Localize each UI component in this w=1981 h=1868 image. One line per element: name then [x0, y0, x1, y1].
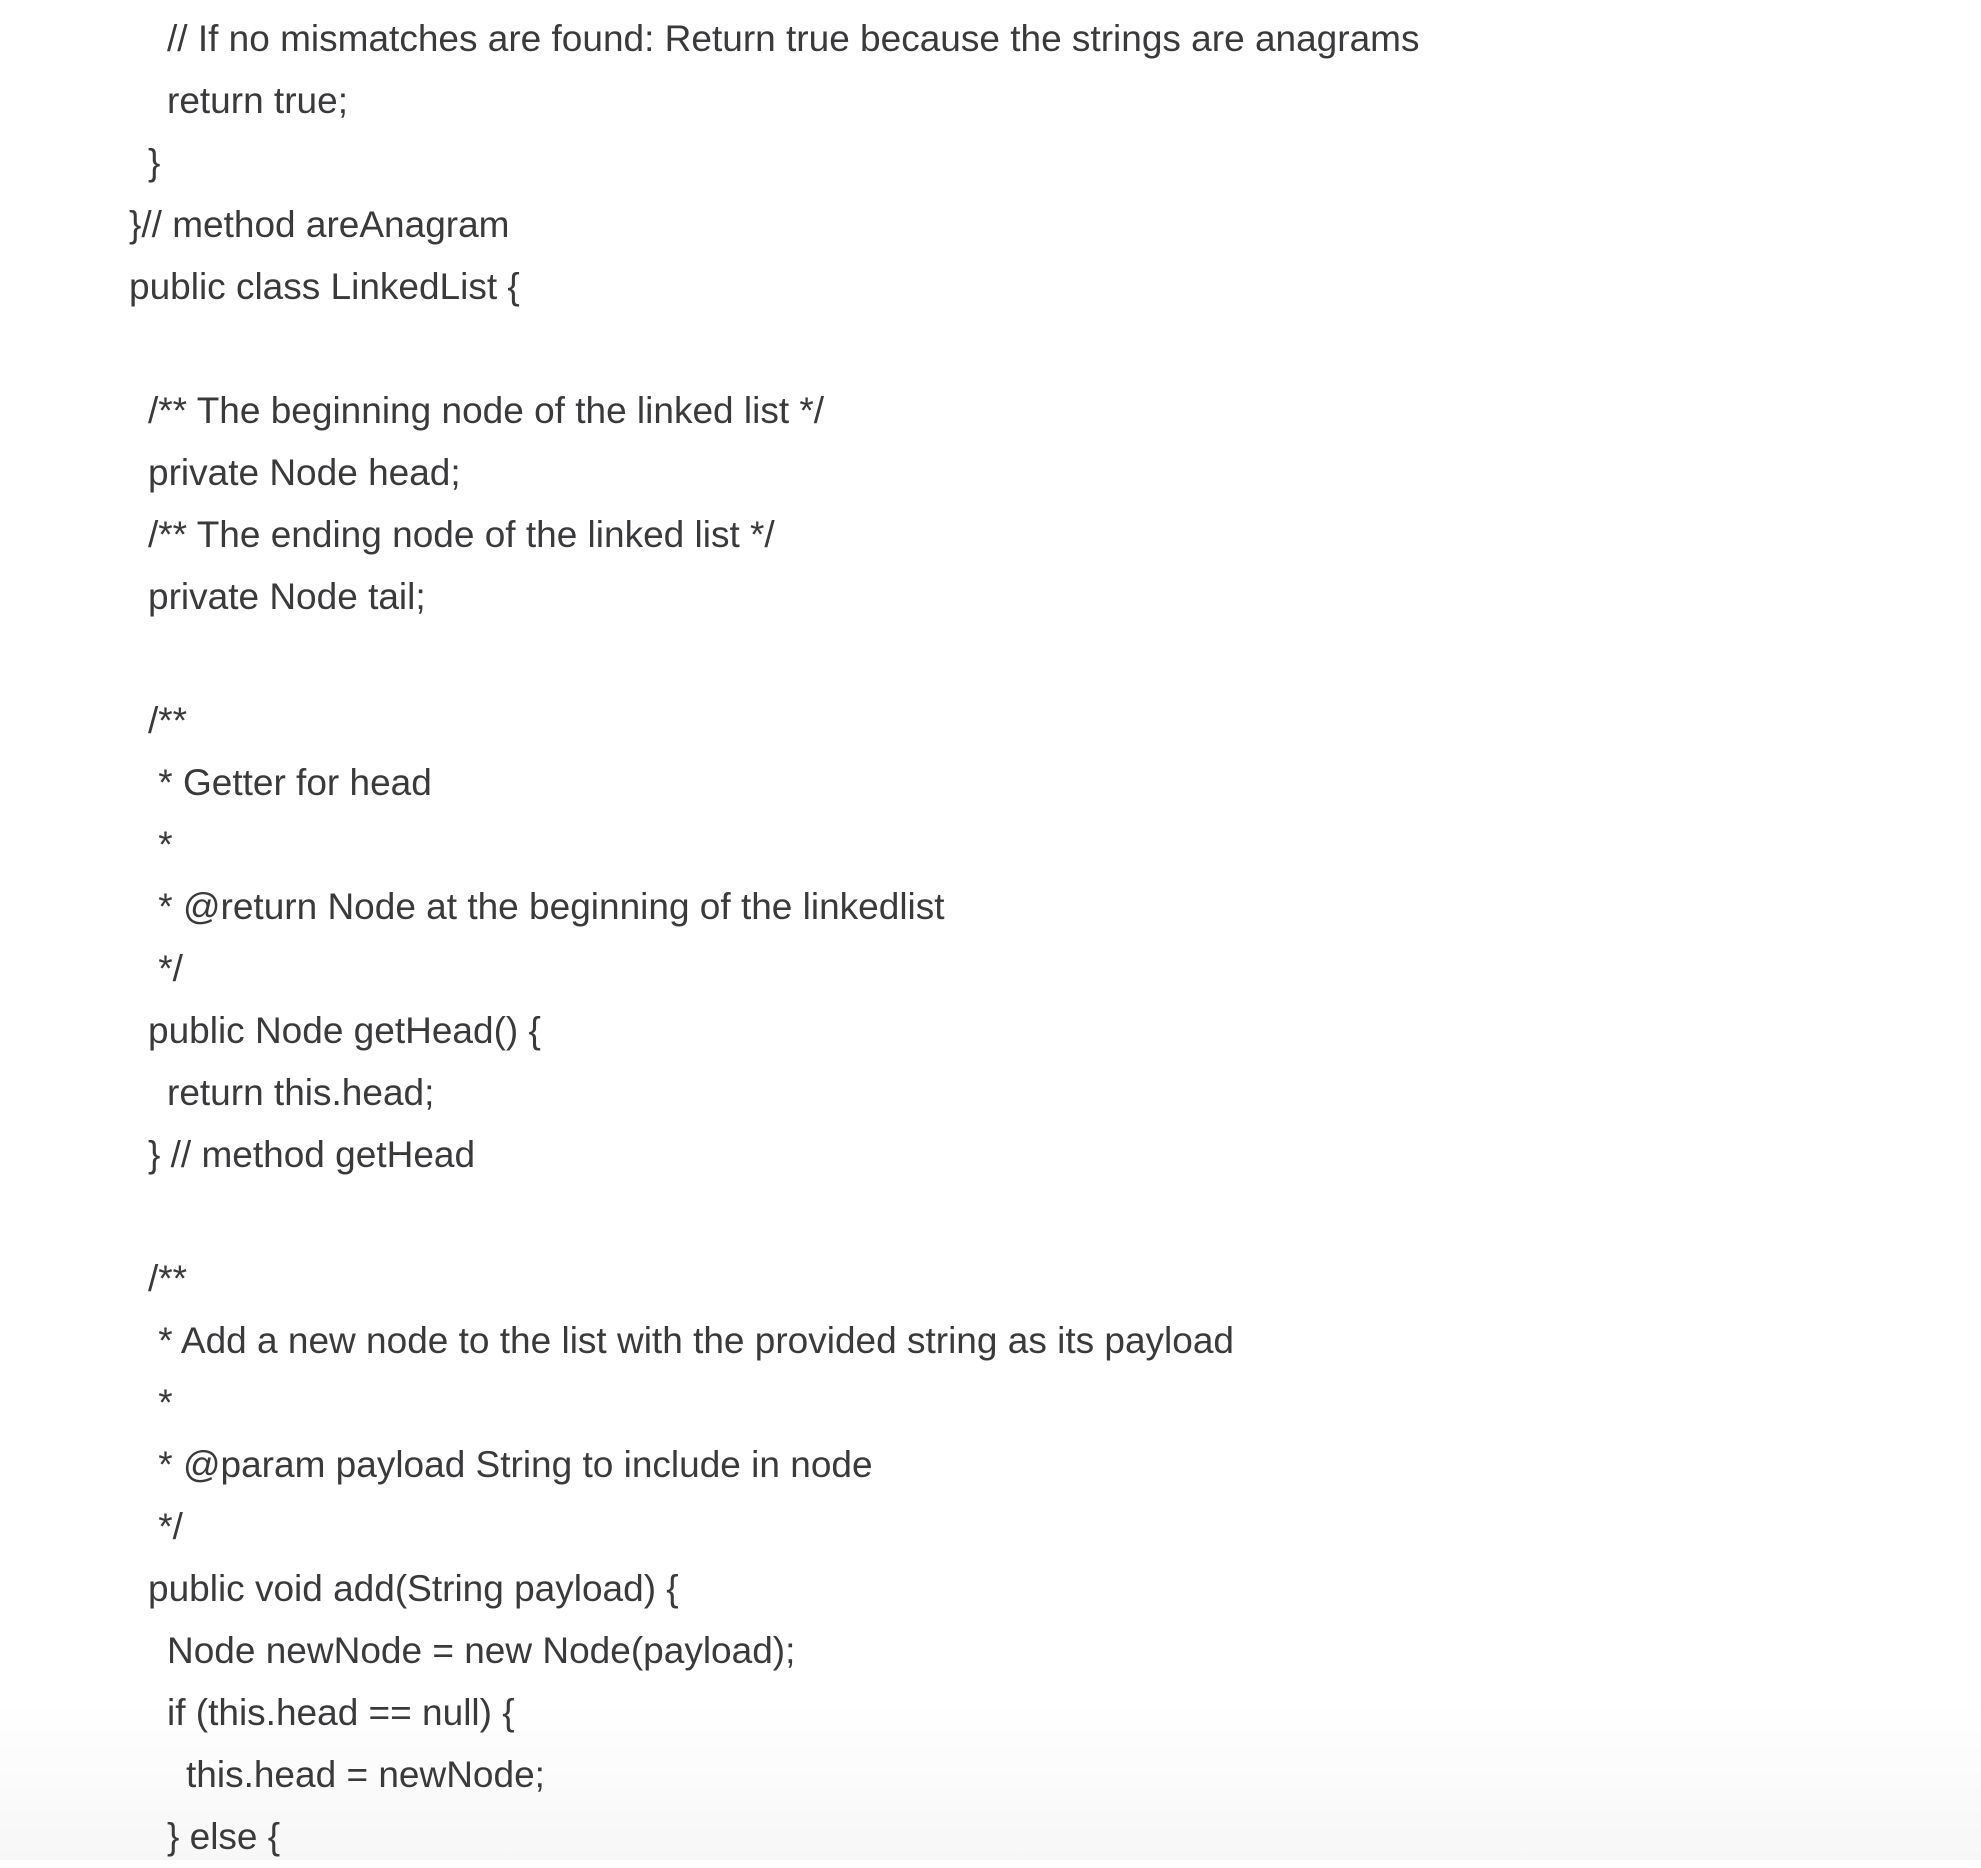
code-line: } // method getHead: [148, 1134, 476, 1175]
code-line: * Getter for head: [148, 762, 432, 803]
code-line: * @return Node at the beginning of the linkedlist: [148, 886, 945, 927]
code-line: public class LinkedList {: [129, 266, 520, 307]
code-line: [129, 1186, 1419, 1248]
code-line: }// method areAnagram: [129, 204, 510, 245]
code-line: * @param payload String to include in node: [148, 1444, 873, 1485]
code-line: [129, 318, 1419, 380]
code-line: */: [148, 948, 183, 989]
code-line: /**: [148, 700, 188, 741]
code-line: if (this.head == null) {: [167, 1692, 515, 1733]
code-line: /** The beginning node of the linked list */: [148, 390, 825, 431]
code-line: Node newNode = new Node(payload);: [167, 1630, 796, 1671]
code-line: private Node head;: [148, 452, 461, 493]
code-line: return true;: [167, 80, 348, 121]
code-line: private Node tail;: [148, 576, 426, 617]
code-listing: [129, 8, 1419, 1868]
code-line: [129, 628, 1419, 690]
code-line: *: [148, 1382, 173, 1423]
code-line: /**: [148, 1258, 188, 1299]
code-line: this.head = newNode;: [186, 1754, 545, 1795]
code-line: public void add(String payload) {: [148, 1568, 679, 1609]
code-line: public Node getHead() {: [148, 1010, 541, 1051]
code-line: // If no mismatches are found: Return true because the strings are anagrams: [167, 18, 1420, 59]
code-line: return this.head;: [167, 1072, 435, 1113]
code-line: }: [148, 142, 161, 183]
code-line: * Add a new node to the list with the provided string as its payload: [148, 1320, 1234, 1361]
code-line: *: [148, 824, 173, 865]
code-line: /** The ending node of the linked list */: [148, 514, 775, 555]
code-line: */: [148, 1506, 183, 1547]
code-line: } else {: [167, 1816, 281, 1857]
